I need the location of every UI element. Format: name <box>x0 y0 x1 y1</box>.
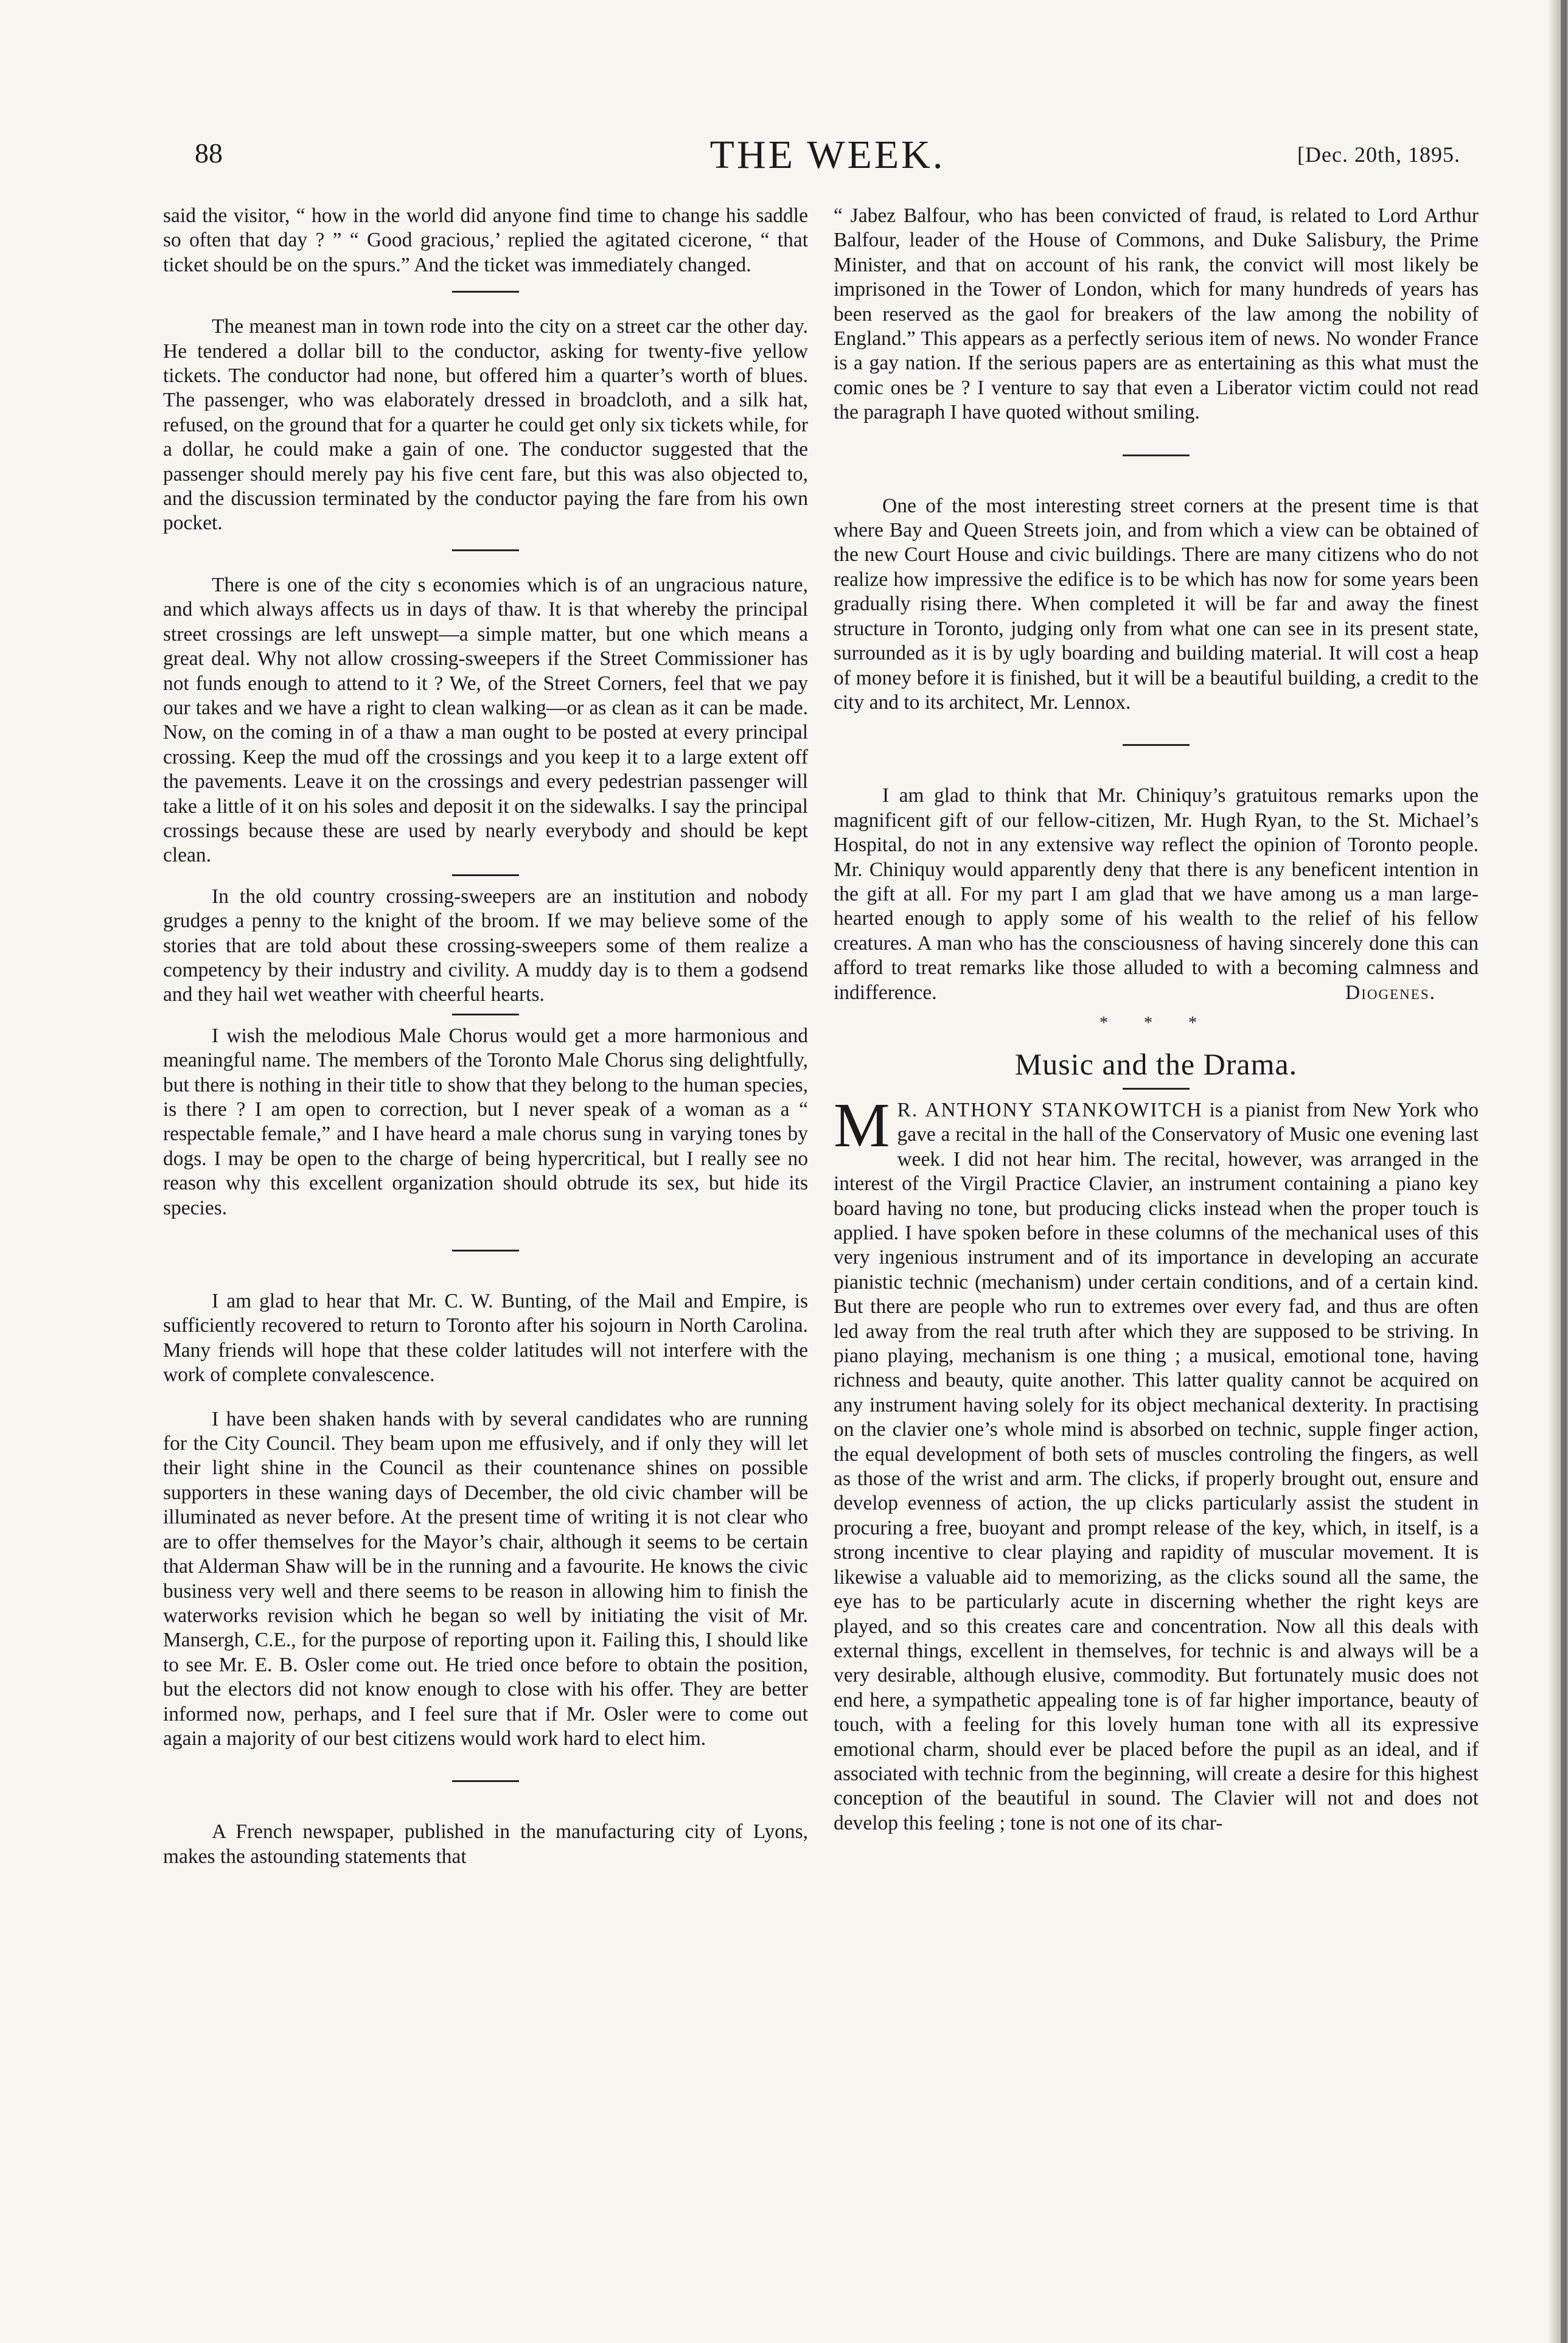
paragraph: I wish the melodious Male Chorus would get a more harmonious and meaningful name. The members of the Toronto Male Chorus sing delightfully, but there is nothing in their title to show that they belong to the human species, is there ? I am open to correction, but I never speak of a woman as a “ respectable female,” and I have heard a male chorus sung in varying tones by dogs. I may be open to the charge of being hypercritical, but I really see no reason why this excellent organization should obtrude its sex, but hide its species. <box>163 1024 808 1219</box>
paragraph: I am glad to hear that Mr. C. W. Bunting, of the Mail and Empire, is sufficiently recovered to return to Toronto after his sojourn in North Carolina. Many friends will hope that these colder latitudes will not interfere with the work of complete convalescence. <box>163 1290 808 1387</box>
paragraph: “ Jabez Balfour, who has been convicted of fraud, is related to Lord Arthur Balfour, leader of the House of Commons, and Duke Salisbury, the Prime Minister, and that on account of his rank, the convict will most likely be imprisoned in the Tower of London, which for many hundreds of years has been reserved as the gaol for breakers of the law among the nobility of England.” This appears as a perfectly serious item of news. No wonder France is a gay nation. If the serious papers are as entertaining as this what must the comic ones be ? I venture to say that even a Liberator victim could not read the paragraph I have quoted without smiling. <box>834 204 1479 424</box>
signature: Diogenes. <box>1345 981 1436 1004</box>
article-lead: R. ANTHONY STANKOWITCH <box>897 1098 1203 1121</box>
section-divider <box>452 291 519 293</box>
paragraph: The meanest man in town rode into the city on a street car the other day. He tendered a dollar bill to the conductor, asking for twenty-five yellow tickets. The conductor had none, but offered him a quarter’s worth of blues. The passenger, who was elaborately dressed in broadcloth, and a silk hat, refused, on the ground that for a quarter he could get only six tickets while, for a dollar, he could make a gain of one. The conductor suggested that the passenger should merely pay his five cent fare, but this was also objected to, and the discussion terminated by the conductor paying the fare from his own pocket. <box>163 315 808 535</box>
masthead: THE WEEK. <box>709 133 946 177</box>
issue-date: [Dec. 20th, 1895. <box>1297 142 1460 167</box>
page-edge <box>1561 0 1567 2343</box>
section-divider <box>452 1250 519 1252</box>
section-divider <box>452 874 519 876</box>
paragraph: There is one of the city s economies which is of an ungracious nature, and which always affects us in days of thaw. It is that whereby the principal street crossings are left unswept—a simple matter, but one which means a great deal. Why not allow crossing-sweepers if the Street Commissioner has not funds enough to attend to it ? We, of the Street Corners, feel that we pay our takes and we have a right to clean walking—or as clean as it can be made. Now, on the coming in of a thaw a man ought to be posted at every principal crossing. Keep the mud off the crossings and you keep it to a large extent off the pavements. Leave it on the crossings and every pedestrian passenger will take a little of it on his soles and deposit it on the sidewalks. I say the principal crossings because these are used by nearly everybody and should be kept clean. <box>163 573 808 867</box>
paragraph-text: I am glad to think that Mr. Chiniquy’s gratuitous remarks upon the magnificent gift of our fellow-citizen, Mr. Hugh Ryan, to the St. Michael’s Hospital, do not in any extensive way reflect the opinion of Toronto people. Mr. Chiniquy would apparently deny that there is any beneficent intention in the gift at all. For my part I am glad that we have among us a man large-hearted enough to apply some of his wealth to the relief of his fellow creatures. A man who has the consciousness of having sincerely done this can afford to treat remarks like those alluded to with a becoming calmness and indifference. <box>834 784 1479 1004</box>
paragraph <box>834 784 1479 1005</box>
ornament-stars: * * * <box>1099 1013 1213 1032</box>
music-article <box>834 1090 1479 1836</box>
drop-cap: M <box>834 1090 890 1160</box>
page-number: 88 <box>195 138 223 169</box>
section-divider <box>452 1014 519 1015</box>
page-header <box>195 133 1460 186</box>
paragraph: One of the most interesting street corners at the present time is that where Bay and Queen Streets join, and from which a view can be obtained of the new Court House and civic buildings. There are many citizens who do not realize how impressive the edifice is to be which has now for some years been gradually rising there. When completed it will be far and away the finest structure in Toronto, judging only from what one can see in its present state, surrounded as it is by ugly boarding and building material. It will cost a heap of money before it is finished, but it will be a beautiful building, a credit to the city and to its architect, Mr. Lennox. <box>834 494 1479 714</box>
right-column <box>834 204 1479 1836</box>
section-title: Music and the Drama. <box>1014 1046 1298 1081</box>
section-divider <box>1123 454 1190 456</box>
left-column <box>163 204 808 1869</box>
paragraph: I have been shaken hands with by several candidates who are running for the City Council. They beam upon me effusively, and if only they will let their light shine in the Council as their countenance shines on possible supporters in these waning days of December, the old civic chamber will be illuminated as never before. At the present time of writing it is not clear who are to offer themselves for the Mayor’s chair, although it seems to be certain that Alderman Shaw will be in the running and a favourite. He knows the civic business very well and there seems to be reason in allowing him to finish the waterworks revision which he began so well by initiating the visit of Mr. Mansergh, C.E., for the purpose of reporting upon it. Failing this, I should like to see Mr. E. B. Osler come out. He tried once before to obtain the position, but the electors did not know enough to close with his offer. They are better informed now, perhaps, and I feel sure that if Mr. Osler were to come out again a majority of our best citizens would work hard to elect him. <box>163 1407 808 1750</box>
paragraph: said the visitor, “ how in the world did anyone find time to change his saddle so often that day ? ” “ Good gracious,’ replied the agitated cicerone, “ that ticket should be on the spurs.” And the ticket was immediately changed. <box>163 204 808 276</box>
section-divider <box>1123 744 1190 746</box>
paragraph-text: is a pianist from New York who gave a recital in the hall of the Conservatory of Music one evening last week. I did not hear him. The recital, however, was arranged in the interest of the Virgil Practice Clavier, an instrument containing a piano key board having no tone, but producing clicks instead when the proper touch is applied. I have spoken before in these columns of the mechanical uses of this very ingenious instrument and of its importance in developing an accurate pianistic technic (mechanism) under certain conditions, and of a certain kind. But there are people who run to extremes over every fad, and thus are often led away from the real truth after which they are supposed to be striving. In piano playing, mechanism is one thing ; a musical, emotional tone, having richness and beauty, quite another. This latter quality cannot be acquired on any instrument having solely for its object mechanical dexterity. In practising on the clavier one’s whole mind is absorbed on technic, supple finger action, the equal development of both sets of muscles controling the fingers, as well as those of the wrist and arm. The clicks, if properly brought out, ensure and develop evenness of action, the up clicks particularly assist the student in procuring a free, buoyant and prompt release of the key, which, in itself, is a strong incentive to clear playing and rapidity of muscular movement. It is likewise a valuable aid to memorizing, as the clicks sound all the same, the eye has to be particularly acute in discerning whether the right keys are played, and so this creates care and concentration. Now all this deals with external things, excellent in themselves, for technic is and always will be a very desirable, although elusive, commodity. But fortunately music does not end here, a sympathetic appealing tone is of far higher importance, beauty of touch, with a feeling for this lovely human tone with all its expressive emotional charm, should ever be placed before the pupil as an ideal, and if associated with technic from the beginning, will create a desire for this highest conception of the beautiful in sound. The Clavier will not and does not develop this feeling ; tone is not one of its char- <box>834 1098 1479 1834</box>
section-divider <box>1123 1088 1190 1090</box>
section-divider <box>452 549 519 551</box>
paragraph: In the old country crossing-sweepers are an institution and nobody grudges a penny to the knight of the broom. If we may believe some of the stories that are told about these crossing-sweepers some of them realize a competency by their industry and civility. A muddy day is to them a godsend and they hail wet weather with cheerful hearts. <box>163 885 808 1006</box>
section-divider <box>452 1780 519 1782</box>
paragraph: A French newspaper, published in the manufacturing city of Lyons, makes the astounding statements that <box>163 1820 808 1868</box>
